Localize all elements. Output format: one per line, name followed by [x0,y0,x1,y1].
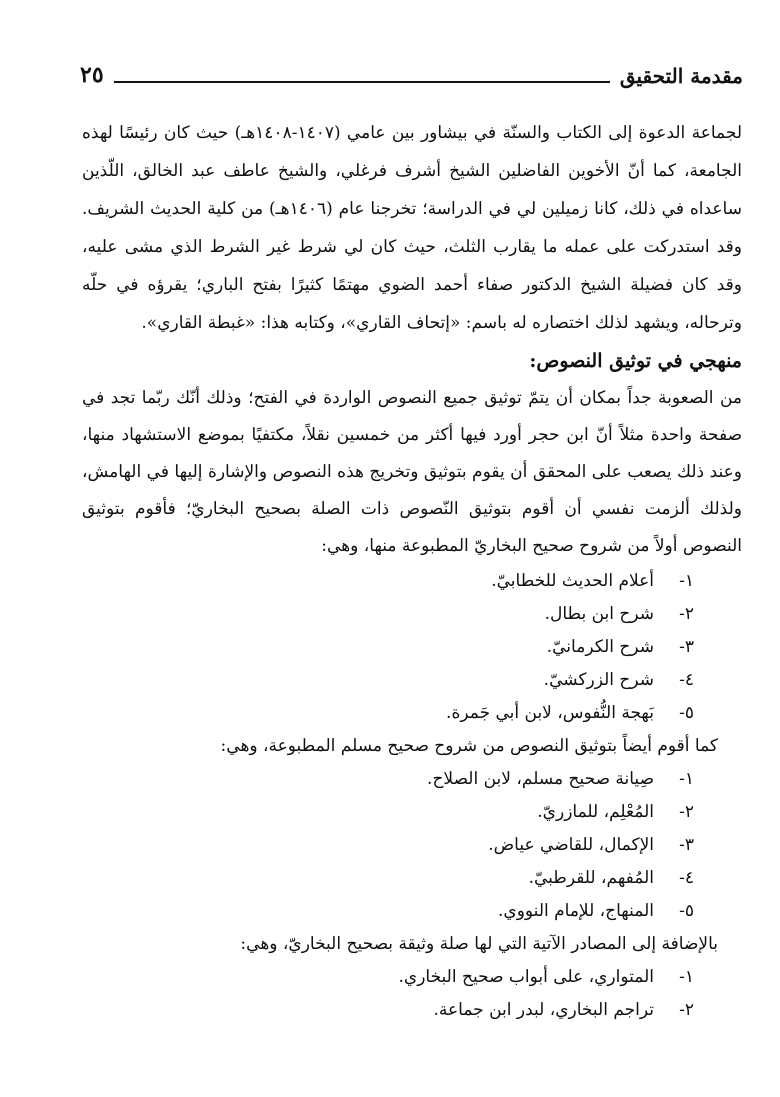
list-item: ٤- المُفهم، للقرطبيّ. [528,868,694,888]
additional-sources-list [82,961,742,1027]
paragraph-1: لجماعة الدعوة إلى الكتاب والسنّة في بيشاور بين عامي (١٤٠٧-١٤٠٨هـ) حيث كان رئيسًا لهذه الجامعة، كما أنّ الأخوين الفاضلين الشيخ أشرف فرغلي، والشيخ عاطف عبد الخالق، اللّذين ساعداه في ذلك، كانا زميلين لي في الدراسة؛ تخرجنا عام (١٤٠٦هـ) من كلية الحديث الشريف. وقد استدركت على عمله ما يقارب الثلث، حيث كان لي شرط غير الشرط الذي مشى عليه، وقد كان فضيلة الشيخ الدكتور صفاء أحمد الضوي مهتمًا كثيرًا بفتح الباري؛ يقرؤه في حلّه وترحاله، ويشهد لذلك اختصاره له باسم: «إتحاف القاري»، وكتابه هذا: «غبطة القاري». [82,123,742,333]
list-item: ٢- تراجم البخاري، لبدر ابن جماعة. [433,1000,694,1020]
bukhari-commentaries-list [82,565,742,730]
paragraph-2: من الصعوبة جداً بمكان أن يتمّ توثيق جميع النصوص الواردة في الفتح؛ وذلك أنّك ربّما تجد في صفحة واحدة مثلاً أنّ ابن حجر أورد فيها أكثر من خمسين نقلاً، مكتفيًا بموضع الاستشهاد منها، وعند ذلك يصعب على المحقق أن يقوم بتوثيق وتخريج هذه النصوص والإشارة إليها في الهامش، ولذلك ألزمت نفسي أن أقوم بتوثيق النّصوص ذات الصلة بصحيح البخاريّ؛ فأقوم بتوثيق النصوص أولاً من شروح صحيح البخاريّ المطبوعة منها، وهي: [82,388,742,556]
list-item: ٣- شرح الكرمانيّ. [546,637,694,657]
page-body [82,114,742,1027]
page-number: ٢٥ [80,62,104,88]
list-item: ٤- شرح الزركشيّ. [543,670,694,690]
list-item: ١- المتواري، على أبواب صحيح البخاري. [398,967,694,987]
list-item: ١- صِيانة صحيح مسلم، لابن الصلاح. [427,769,694,789]
muslim-commentaries-list [82,763,742,928]
list-item: ٢- شرح ابن بطال. [544,604,694,624]
list-item: ٥- المنهاج، للإمام النووي. [497,901,694,921]
muslim-intro: كما أقوم أيضاً بتوثيق النصوص من شروح صحيح مسلم المطبوعة، وهي: [220,736,718,756]
section-heading: منهجي في توثيق النصوص: [529,350,742,372]
sources-intro: بالإضافة إلى المصادر الآتية التي لها صلة وثيقة بصحيح البخاريّ، وهي: [240,934,718,954]
list-item: ٢- المُعْلِم، للمازريّ. [537,802,694,822]
page-header [80,58,743,92]
header-rule [114,81,610,83]
list-item: ٣- الإكمال، للقاضي عياض. [488,835,694,855]
list-item: ١- أعلام الحديث للخطابيّ. [491,571,694,591]
running-title: مقدمة التحقيق [619,64,743,88]
list-item: ٥- بَهجة النُّفوس، لابن أبي جَمرة. [446,703,694,723]
